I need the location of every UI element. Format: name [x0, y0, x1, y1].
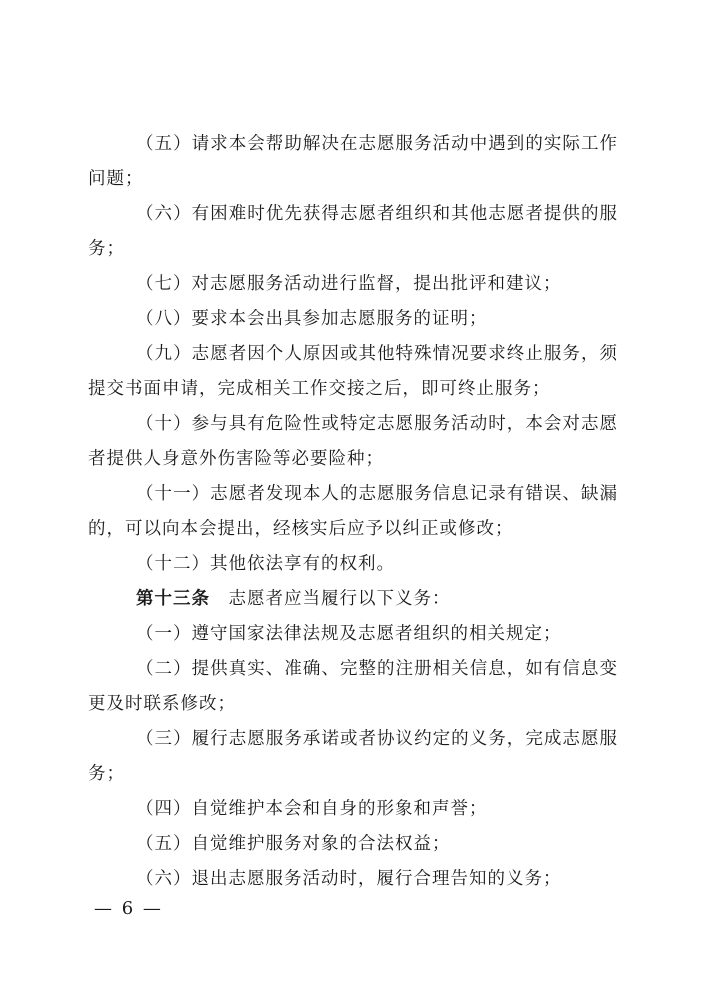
right-item-9: （九）志愿者因个人原因或其他特殊情况要求终止服务，须提交书面申请，完成相关工作交接之后，即可终止服务；: [88, 344, 618, 399]
duty-item-4: （四）自觉维护本会和自身的形象和声誉；: [136, 799, 488, 819]
article-13-paragraph: [88, 582, 618, 617]
right-item-11: （十一）志愿者发现本人的志愿服务信息记录有错误、缺漏的，可以向本会提出，经核实后应予以纠正或修改；: [88, 484, 618, 539]
duty-item-5: （五）自觉维护服务对象的合法权益；: [136, 834, 451, 854]
right-item-12: （十二）其他依法享有的权利。: [136, 554, 395, 574]
article-13-heading: 第十三条: [136, 589, 210, 609]
article-13-text: 志愿者应当履行以下义务：: [228, 589, 451, 609]
right-item-6: （六）有困难时优先获得志愿者组织和其他志愿者提供的服务；: [88, 204, 618, 259]
duty-item-2: （二）提供真实、准确、完整的注册相关信息，如有信息变更及时联系修改；: [88, 659, 618, 714]
right-item-10: （十）参与具有危险性或特定志愿服务活动时，本会对志愿者提供人身意外伤害险等必要险种；: [88, 414, 618, 469]
right-item-8: （八）要求本会出具参加志愿服务的证明；: [136, 309, 488, 329]
page-number: — 6 —: [94, 898, 163, 919]
duty-item-6: （六）退出志愿服务活动时，履行合理告知的义务；: [136, 869, 562, 889]
duty-item-3: （三）履行志愿服务承诺或者协议约定的义务，完成志愿服务；: [88, 729, 618, 784]
right-item-7: （七）对志愿服务活动进行监督，提出批评和建议；: [136, 274, 562, 294]
duty-item-1: （一）遵守国家法律法规及志愿者组织的相关规定；: [136, 624, 562, 644]
right-item-5: （五）请求本会帮助解决在志愿服务活动中遇到的实际工作问题；: [88, 134, 618, 189]
